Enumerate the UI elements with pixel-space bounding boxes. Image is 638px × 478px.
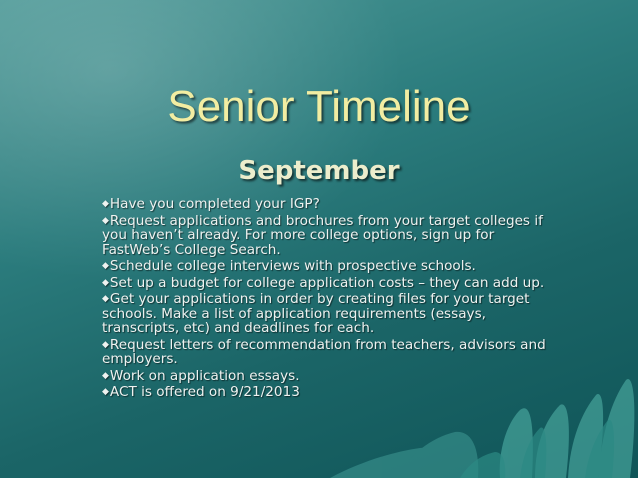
list-item: ◆Work on application essays. <box>102 367 300 384</box>
list-item: ◆Get your applications in order by creating files for your target schools. Make a list of application requirements (essays, transcripts, etc) and deadlines for each. <box>102 291 530 336</box>
diamond-bullet-icon: ◆ <box>102 277 109 288</box>
diamond-bullet-icon: ◆ <box>102 261 109 271</box>
diamond-bullet-icon: ◆ <box>102 387 109 397</box>
diamond-bullet-icon: ◆ <box>102 199 109 209</box>
list-item: ◆Have you completed your IGP? <box>102 196 320 212</box>
diamond-bullet-icon: ◆ <box>102 370 109 381</box>
slide-subtitle: September <box>238 156 400 186</box>
slide-title: Senior Timeline <box>167 82 471 131</box>
list-item: ◆Request letters of recommendation from teachers, advisors and employers. <box>102 336 546 367</box>
diamond-bullet-icon: ◆ <box>102 294 109 304</box>
diamond-bullet-icon: ◆ <box>102 339 109 350</box>
list-item: ◆Set up a budget for college application costs – they can add up. <box>102 274 545 291</box>
list-item: ◆ACT is offered on 9/21/2013 <box>102 384 300 400</box>
list-item: ◆Schedule college interviews with prospective schools. <box>102 258 476 274</box>
diamond-bullet-icon: ◆ <box>102 215 109 226</box>
bullet-list <box>102 197 552 402</box>
list-item: ◆Request applications and brochures from your target colleges if you haven’t already. For more college options, sign up for FastWeb’s College Search. <box>102 212 543 258</box>
